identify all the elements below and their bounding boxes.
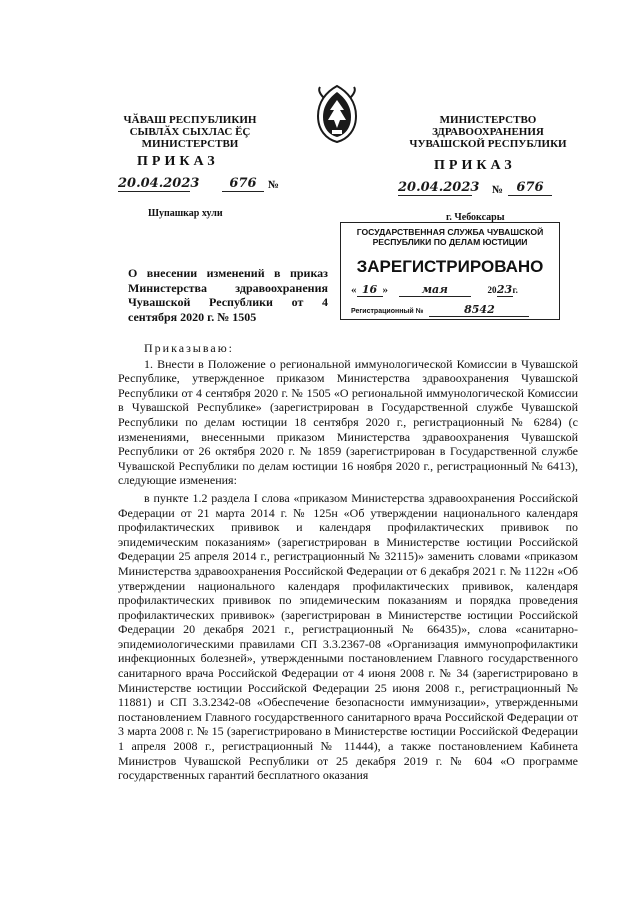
left-ministry-header — [95, 114, 285, 150]
right-date: 20.04.2023 — [398, 180, 480, 195]
left-date-number-line — [118, 176, 288, 196]
right-city: г. Чебоксары — [446, 212, 505, 223]
left-order-label: ПРИКАЗ — [137, 154, 219, 169]
stamp-month: мая — [399, 283, 471, 297]
stamp-year-suffix: 23 — [496, 283, 513, 296]
left-number: 676 — [222, 176, 264, 192]
stamp-organization — [341, 227, 559, 247]
stamp-title: ЗАРЕГИСТРИРОВАНО — [356, 257, 544, 276]
stamp-registration-line — [351, 303, 551, 317]
stamp-quote-close: » — [382, 284, 388, 296]
right-date-number-line — [398, 180, 578, 200]
left-header-line-3: МИНИСТЕРСТВИ — [141, 138, 239, 150]
left-header-line-1: ЧӐВАШ РЕСПУБЛИКИН — [123, 114, 257, 126]
stamp-date — [351, 283, 551, 297]
registration-stamp — [340, 222, 560, 320]
order-subject: О внесении изменений в приказ Министерства здравоохранения Чувашской Республики от 4 сентября 2020 г. № 1505 — [128, 266, 328, 324]
right-number-sign: № — [492, 184, 504, 196]
right-header-line-2: ЗДРАВООХРАНЕНИЯ — [432, 126, 544, 138]
right-header-line-1: МИНИСТЕРСТВО — [439, 114, 537, 126]
stamp-org-line-2: РЕСПУБЛИКИ ПО ДЕЛАМ ЮСТИЦИИ — [372, 237, 528, 247]
stamp-year-prefix: 20 — [487, 285, 497, 295]
body-paragraph-1: 1. Внести в Положение о региональной иммунологической Комиссии в Чувашской Республике, утвержденное приказом Министерства здравоохранения Чувашской Республики от 4 сентября 2020 г. № 1505 «О региональной иммунологической Комиссии в Чувашской Республике» (зарегистрирован в Государственной службе Чувашской Республики по делам юстиции 18 сентября 2020 г., регистрационный № 6284) (с изменениями, внесенными приказом Министерства здравоохранения Чувашской Республики от 26 октября 2020 г. № 1859 (зарегистрирован в Государственной службе Чувашской Республики по делам юстиции 16 ноября 2020 г., регистрационный № 6413), следующие изменения: — [118, 356, 578, 488]
left-city: Шупашкар хули — [148, 208, 223, 219]
left-number-sign: № — [268, 179, 280, 191]
stamp-reg-label: Регистрационный № — [351, 308, 424, 315]
left-header-line-2: СЫВЛӐХ СЫХЛАС ӖҪ — [129, 126, 251, 138]
stamp-year-unit: г. — [512, 285, 518, 295]
right-ministry-header — [398, 114, 578, 150]
right-number: 676 — [508, 180, 552, 196]
right-order-label: ПРИКАЗ — [434, 158, 516, 173]
stamp-quote-open: « — [351, 284, 357, 296]
order-word: Приказываю: — [144, 341, 234, 355]
left-date: 20.04.2023 — [118, 176, 200, 191]
stamp-reg-number: 8542 — [429, 303, 529, 317]
stamp-org-line-1: ГОСУДАРСТВЕННАЯ СЛУЖБА ЧУВАШСКОЙ — [356, 227, 544, 237]
stamp-day: 16 — [357, 283, 383, 297]
chuvash-coat-of-arms-icon — [312, 84, 362, 144]
order-body — [118, 341, 578, 783]
right-header-line-3: ЧУВАШСКОЙ РЕСПУБЛИКИ — [409, 138, 567, 150]
body-paragraph-2: в пункте 1.2 раздела I слова «приказом Министерства здравоохранения Российской Федерации от 21 марта 2014 г. № 125н «Об утверждении национального календаря профилактических прививок и календаря профилактических прививок по эпидемическим показаниям» (зарегистрирован в Министерстве юстиции Российской Федерации 25 апреля 2014 г., регистрационный № 32115)» заменить словами «приказом Министерства здравоохранения Российской Федерации от 6 декабря 2021 г. № 1122н «Об утверждении национального календаря профилактических прививок, календаря профилактических прививок по эпидемическим показаниям и порядка проведения профилактических прививок» (зарегистрирован в Министерстве юстиции Российской Федерации 20 декабря 2021 г., регистрационный № 66435)», слова «санитарно-эпидемиологическими правилами СП 3.3.2367-08 «Организация иммунопрофилактики инфекционных болезней», утвержденными постановлением Главного государственного санитарного врача Российской Федерации от 4 июня 2008 г. № 34 (зарегистрировано в Министерстве юстиции Российской Федерации 25 июня 2008 г., регистрационный № 11881) и СП 3.3.2342-08 «Обеспечение безопасности иммунизации», утвержденными постановлением Главного государственного санитарного врача Российской Федерации от 3 марта 2008 г. № 15 (зарегистрировано в Министерстве юстиции Российской Федерации 1 апреля 2008 г., регистрационный № 11444), а также постановлением Кабинета Министров Чувашской Республики от 25 декабря 2019 г. № 604 «О программе государственных гарантий бесплатного оказания — [118, 490, 578, 783]
